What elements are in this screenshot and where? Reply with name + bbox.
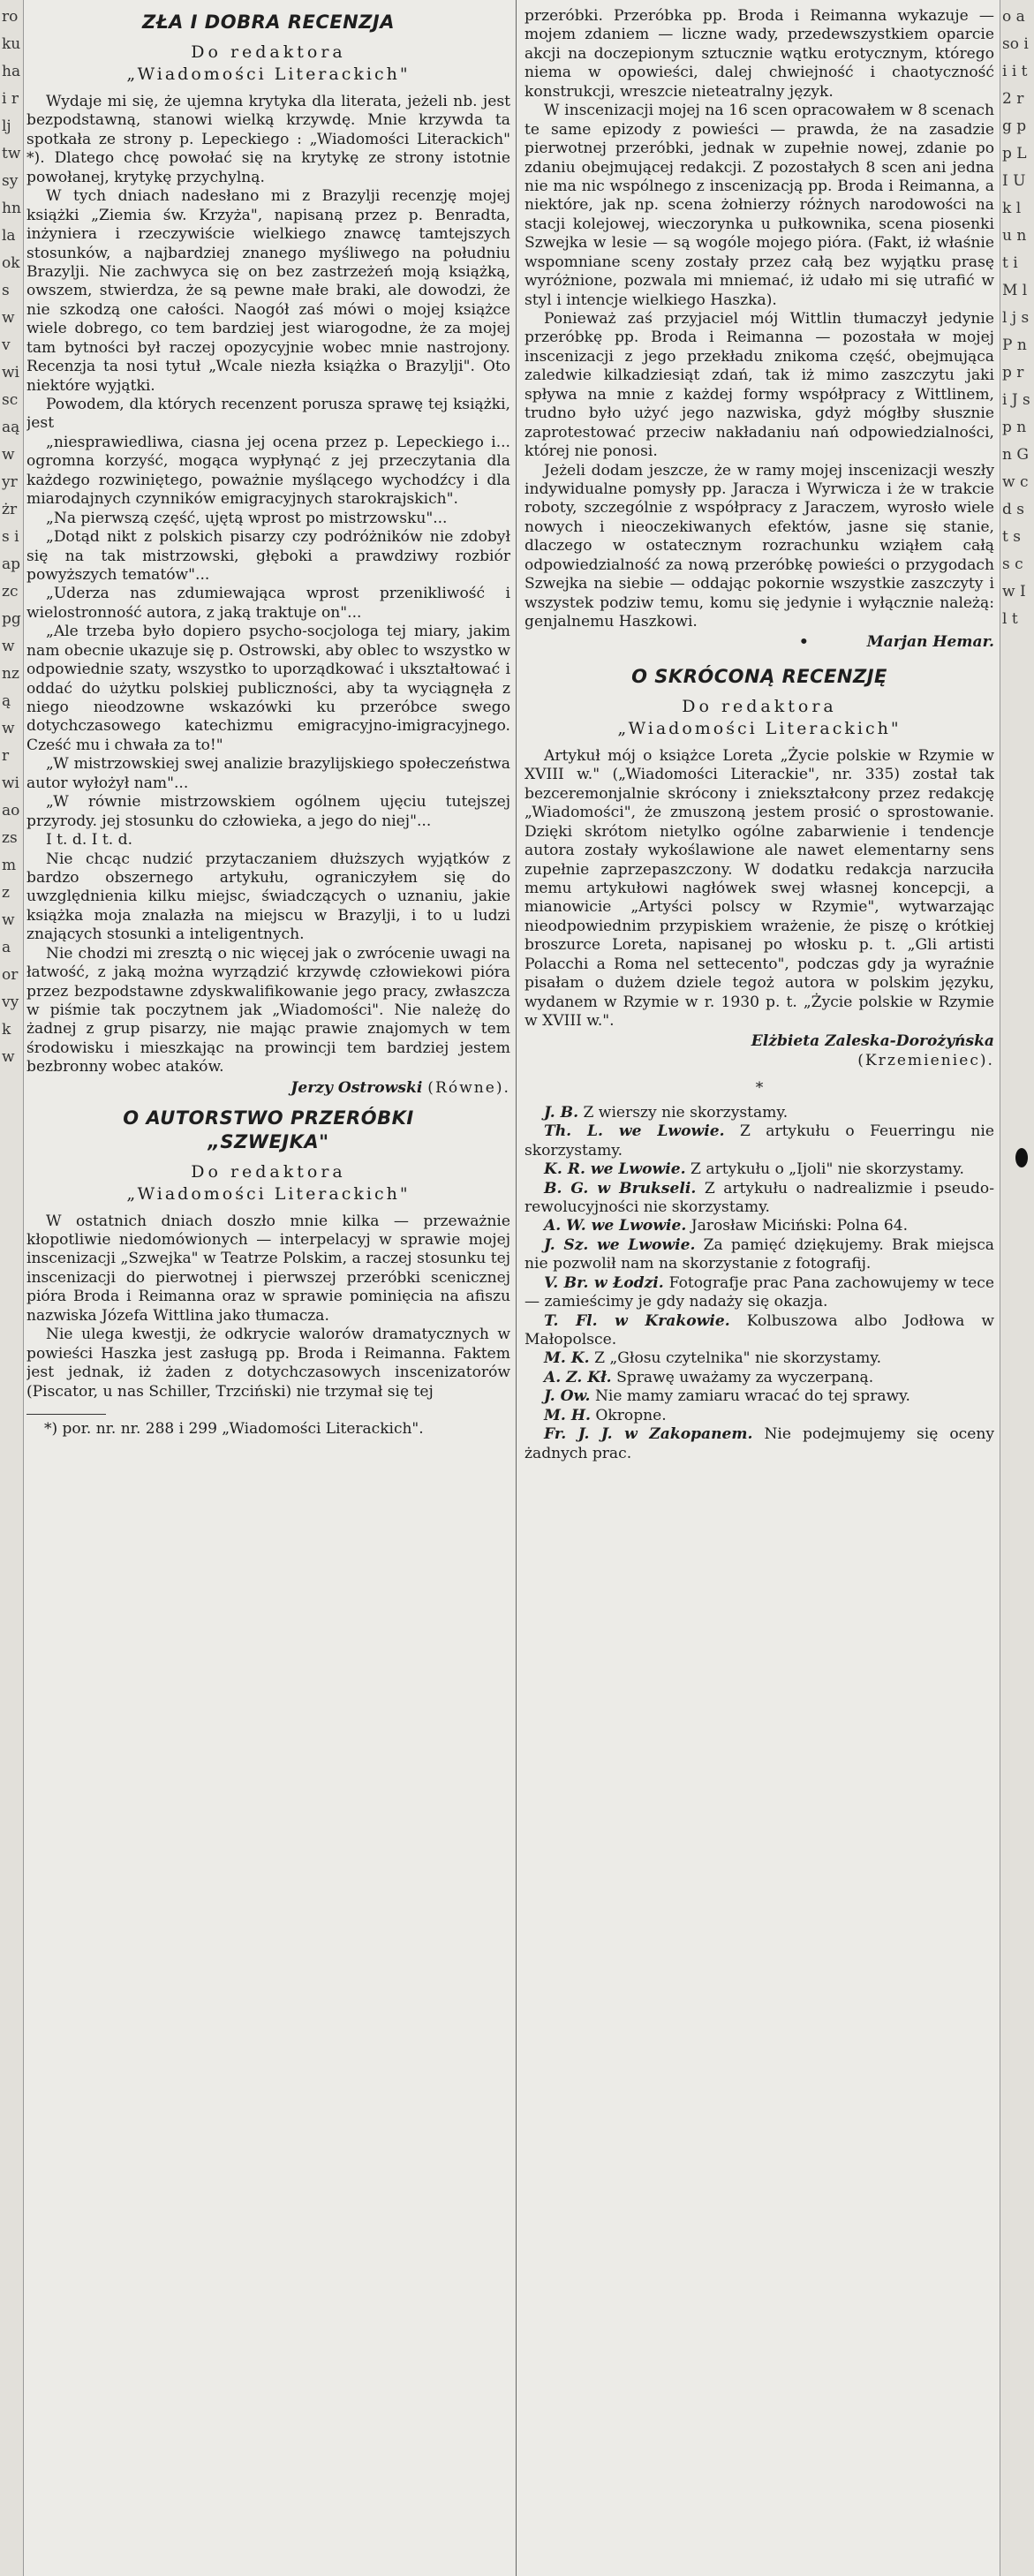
footnote: *) por. nr. nr. 288 i 299 „Wiadomości Literackich". bbox=[44, 1419, 424, 1438]
note-text: Nie podejmujemy się oceny żadnych prac. bbox=[525, 1425, 994, 1462]
paragraph: Artykuł mój o książce Loreta „Życie polskie w Rzymie w XVIII w." („Wiadomości Literackie", nr. 335) został tak bezceremonjalnie skrócony i zniekształcony przez redakcję „Wiadomości", że zmuszoną jestem prosić o sprostowanie. Dzięki skrótom nietylko ogólne zabarwienie i tendencje autora zostały wykoślawione ale nawet elementarny sens zupełnie zaprzepaszczony. W dodatku redakcja narzuciła memu artykułowi nagłówek swej własnej koncepcji, a mianowicie „Artyści polscy w Rzymie", wytwarzając nieodpowiednim przypiskiem wrażenie, że piszę o krótkiej broszurce Loreta, napisanej po włosku p. t. „Gli artisti Polacchi a Roma nel settecento", podczas gdy ja wyraźnie pisałam o dużem dziele tegoż autora w polskim języku, wydanem w Rzymie w r. 1930 p. t. „Życie polskie w Rzymie w XVIII w.". bbox=[525, 746, 994, 1031]
note-text: Sprawę uważamy za wyczerpaną. bbox=[616, 1368, 874, 1386]
article-title-szwejka: „SZWEJKA" bbox=[208, 1130, 329, 1152]
note-recipient: B. G. w Brukseli. bbox=[544, 1179, 697, 1197]
section-star: * bbox=[755, 1079, 764, 1098]
note-text: Okropne. bbox=[595, 1406, 667, 1424]
paragraph: I t. d. I t. d. bbox=[46, 831, 133, 850]
quote-paragraph: „niesprawiedliwa, ciasna jej ocena przez p. Lepeckiego i... ogromna korzyść, mogąca wypłynąć z jej przeczytania dla każdego rozwiniętego, poważnie myślącego wychodźcy i dla miarodajnych czynników emigracyjnych starokrajskich". bbox=[26, 433, 510, 509]
article-title-zla-i-dobra: ZŁA I DOBRA RECENZJA bbox=[142, 11, 395, 33]
note-text: Z wierszy nie skorzystamy. bbox=[583, 1103, 789, 1122]
note-recipient: M. H. bbox=[544, 1406, 591, 1424]
right-column bbox=[525, 7, 994, 2568]
note-item bbox=[525, 1274, 994, 1312]
addressee-line-2: „Wiadomości Literackich" bbox=[126, 1183, 411, 1204]
addressee-line-1: Do redaktora bbox=[191, 42, 346, 63]
left-margin-strip bbox=[0, 0, 24, 2576]
note-recipient: A. Z. Kł. bbox=[544, 1368, 612, 1386]
signature-name: Jerzy Ostrowski bbox=[291, 1078, 423, 1097]
note-item bbox=[525, 1217, 994, 1235]
right-margin-fragments: o aso i i i t 2 r g p p L I U k l u n t i M l l j s P n p r i J s p n n G w c d s t s s c w I l t bbox=[1002, 8, 1030, 628]
note-recipient: A. W. we Lwowie. bbox=[544, 1217, 687, 1235]
note-text: Fotografje prac Pana zachowujemy w tece — zamieścimy je gdy nadaży się okazja. bbox=[525, 1273, 994, 1311]
left-margin-fragments: ro kuhai rlj twsyhnlaokswvwiscaąwyrżrs i ap zcpgwnząwrwiaozsmzwa orvyk w bbox=[2, 8, 21, 1066]
note-item bbox=[525, 1407, 994, 1425]
note-item bbox=[525, 1369, 994, 1387]
left-column bbox=[26, 7, 510, 2568]
paragraph: Nie ulega kwestji, że odkrycie walorów dramatycznych w powieści Haszka jest zasługą pp. Broda i Reimanna. Faktem jest jednak, iż żaden z dotychczasowych inscenizatorów (Piscator, u nas Schiller, Trzciński) nie trzymał się tej bbox=[26, 1326, 510, 1401]
paragraph: Nie chcąc nudzić przytaczaniem dłuższych wyjątków z bardzo obszernego artykułu, ograniczyłem się do uwzględnienia kilku miejsc, świadczących o uznaniu, jakie książka moja znalazła na miejscu w Brazylji, i to u ludzi znających stosunki a inteligentnych. bbox=[26, 850, 510, 944]
note-text: Z artykułu o Feuerringu nie skorzystamy. bbox=[525, 1122, 994, 1160]
addressee-line-1: Do redaktora bbox=[682, 697, 837, 717]
paragraph: Powodem, dla których recenzent porusza sprawę tej książki, jest bbox=[26, 396, 510, 433]
addressee-line-1: Do redaktora bbox=[191, 1161, 346, 1182]
note-item bbox=[525, 1160, 994, 1179]
column-divider bbox=[516, 0, 517, 2576]
note-text: Z artykułu o „Ijoli" nie skorzystamy. bbox=[691, 1160, 964, 1179]
signature bbox=[26, 1079, 510, 1098]
note-item bbox=[525, 1104, 994, 1122]
quote-paragraph: „Ale trzeba było dopiero psycho-socjologa tej miary, jakim nam obecnie ukazuje się p. Ostrowski, aby oblec to wszystko w odpowiednie szaty, wszystko to uporządkować i ukształtować i oddać do użytku polskiej publiczności, aby ta wyciągnęła z niego nieodzowne wskazówki ku przeróbce swego dotychczasowego katechizmu emigracyjno-imigracyjnego. Cześć mu i chwała za to!" bbox=[26, 623, 510, 754]
note-text: Nie mamy zamiaru wracać do tej sprawy. bbox=[594, 1387, 910, 1406]
signature-city: (Krzemieniec). bbox=[857, 1051, 994, 1069]
note-recipient: T. Fl. w Krakowie. bbox=[544, 1311, 730, 1330]
paragraph: W inscenizacji mojej na 16 scen opracowałem w 8 scenach te same epizody z powieści — prawda, że na zasadzie pierwotnej przeróbki, jednak w zupełnie nowej, zdanie po zdaniu obejmującej redakcji. Z pozostałych 8 scen ani jedna nie ma nic wspólnego z inscenizacją pp. Broda i Reimanna, a niektóre, jak np. scena żołnierzy różnych narodowości na stacji kolejowej, wieczorynka u pułkownika, scena piosenki Szwejka w lesie — są wogóle mojego pióra. (Fakt, iż właśnie wspomniane sceny zostały przez całą bez wyjątku prasę wyróżnione, pozwala mi mniemać, iż udało mi się utrafić w styl i intencje wielkiego Haszka). bbox=[525, 102, 994, 309]
signature-name: Elżbieta Zaleska-Dorożyńska bbox=[751, 1032, 994, 1051]
ink-blot bbox=[1015, 1148, 1028, 1167]
correspondence-notes bbox=[525, 1104, 994, 1463]
note-item bbox=[525, 1425, 994, 1463]
note-item bbox=[525, 1312, 994, 1350]
note-recipient: K. R. we Lwowie. bbox=[544, 1160, 686, 1179]
footnote-rule bbox=[26, 1414, 106, 1415]
note-text: Za pamięć dziękujemy. Brak miejsca nie pozwolił nam na skorzystanie z fotografij. bbox=[525, 1235, 994, 1273]
paragraph: Jeżeli dodam jeszcze, że w ramy mojej inscenizacji weszły indywidualne pomysły pp. Jaracza i Wyrwicza i że w trakcie roboty, szczególnie z współpracy z Jaraczem, wyrosło wiele nowych i nieoczekiwanych efektów, jasne się stanie, dlaczego w ostatecznym rozrachunku wziąłem całą odpowiedzialność za nową przeróbkę powieści o przygodach Szwejka na siebie — oddając pokornie wszystkie zaszczyty i wszystek podziw temu, komu się jedynie i wyłącznie należą: genjalnemu Haszkowi. bbox=[525, 461, 994, 631]
note-item bbox=[525, 1180, 994, 1218]
signature bbox=[525, 1032, 994, 1070]
paragraph: Ponieważ zaś przyjaciel mój Wittlin tłumaczył jedynie przeróbkę pp. Broda i Reimanna — pozostała w mojej inscenizacji z jego przekładu znikoma część, obejmująca zaledwie kilkadziesiąt zdań, tak iż mimo zaszczytu jaki spływa na mnie z każdej formy współpracy z Wittlinem, trudno było użyć jego nazwiska, gdyż mógłby słusznie zaprotestować przeciw nakładaniu nań odpowiedzialności, której nie ponosi. bbox=[525, 310, 994, 461]
note-item bbox=[525, 1122, 994, 1160]
note-text: Z artykułu o nadrealizmie i pseudo-rewolucyjności nie skorzystamy. bbox=[525, 1179, 994, 1216]
quote-paragraph: „W równie mistrzowskiem ogólnem ujęciu tutejszej przyrody. jej stosunku do człowieka, a jego do niej"... bbox=[26, 793, 510, 830]
note-recipient: V. Br. w Łodzi. bbox=[544, 1273, 664, 1292]
paragraph: Wydaje mi się, że ujemna krytyka dla literata, jeżeli nb. jest bezpodstawną, stanowi wielką krzywdę. Mnie krzywda ta spotkała ze strony p. Lepeckiego : „Wiadomości Literackich" *). Dlatego chcę powołać się na krytykę ze strony istotnie powołanej, krytykę przychylną. bbox=[26, 93, 510, 186]
note-item bbox=[525, 1387, 994, 1406]
paragraph: W tych dniach nadesłano mi z Brazylji recenzję mojej książki „Ziemia św. Krzyża", napisaną przez p. Benradta, inżyniera i rzeczywiście wielkiego znawcę tamtejszych stosunków, a najbardziej znanego myśliwego na południu Brazylji. Nie zachwyca się on bez zastrzeżeń moją książką, owszem, stwierdza, że są pewne małe braki, ale dowodzi, że nie szkodzą one całości. Naogół zaś mówi o mojej książce wiele dobrego, co tem bardziej jest wiarogodne, że za mojej tam bytności był raczej opozycyjnie wobec mnie nastrojony. Recenzja ta nosi tytuł „Wcale niezła książka o Brazylji". Oto niektóre wyjątki. bbox=[26, 187, 510, 395]
note-recipient: Th. L. we Lwowie. bbox=[544, 1122, 725, 1141]
signature-name: Marjan Hemar. bbox=[866, 633, 994, 652]
addressee-line-2: „Wiadomości Literackich" bbox=[126, 64, 411, 85]
note-recipient: J. Ow. bbox=[544, 1387, 591, 1406]
signature-bullet: • bbox=[798, 633, 809, 652]
note-text: Kolbuszowa albo Jodłowa w Małopolsce. bbox=[525, 1311, 994, 1349]
article-title-o-autorstwo: O AUTORSTWO PRZERÓBKI bbox=[123, 1107, 414, 1129]
quote-paragraph: „W mistrzowskiej swej analizie brazylijskiego społeczeństwa autor wyłożył nam"... bbox=[26, 755, 510, 792]
note-recipient: M. K. bbox=[544, 1349, 590, 1368]
paragraph: W ostatnich dniach doszło mnie kilka — przeważnie kłopotliwie niedomówionych — interpelacyj w sprawie mojej inscenizacji „Szwejka" w Teatrze Polskim, a raczej stosunku tej inscenizacji do pierwotnej i pierwszej przeróbki scenicznej pióra Broda i Reimanna oraz w sprawie pominięcia na afiszu nazwiska Józefa Wittlina jako tłumacza. bbox=[26, 1212, 510, 1325]
note-text: Jarosław Miciński: Polna 64. bbox=[691, 1217, 909, 1235]
signature bbox=[525, 633, 994, 652]
note-item bbox=[525, 1349, 994, 1368]
note-recipient: J. Sz. we Lwowie. bbox=[544, 1235, 696, 1254]
paragraph: przeróbki. Przeróbka pp. Broda i Reimanna wykazuje — mojem zdaniem — liczne wady, przedewszystkiem oparcie akcji na doczepionym sztucznie wątku erotycznym, którego niema w opowieści, dalej chwiejność i chaotyczność konstrukcji, wreszcie nieteatralny język. bbox=[525, 7, 994, 101]
quote-paragraph: „Dotąd nikt z polskich pisarzy czy podróżników nie zdobył się na tak mistrzowski, głęboki a prawdziwy rozbiór powyższych tematów"... bbox=[26, 528, 510, 584]
addressee-line-2: „Wiadomości Literackich" bbox=[617, 719, 902, 739]
quote-paragraph: „Na pierwszą część, ujętą wprost po mistrzowsku"... bbox=[46, 509, 448, 527]
right-margin-strip bbox=[1000, 0, 1034, 2576]
note-text: Z „Głosu czytelnika" nie skorzystamy. bbox=[594, 1349, 882, 1368]
article-title-o-skrocona: O SKRÓCONĄ RECENZJĘ bbox=[631, 665, 887, 687]
note-item bbox=[525, 1236, 994, 1274]
quote-paragraph: „Uderza nas zdumiewająca wprost przenikliwość i wielostronność autora, z jaką traktuje on"... bbox=[26, 585, 510, 622]
note-recipient: J. B. bbox=[544, 1103, 579, 1122]
paragraph: Nie chodzi mi zresztą o nic więcej jak o zwrócenie uwagi na łatwość, z jaką można wyrządzić krzywdę człowiekowi pióra przez bezpodstawne zdyskwalifikowanie jego pracy, zwłaszcza w piśmie tak poczytnem jak „Wiadomości". Nie należę do żadnej z grup pisarzy, nie mając prawie znajomych w tem środowisku i mieszkając na prowincji tem bardziej jestem bezbronny wobec ataków. bbox=[26, 944, 510, 1076]
signature-city: (Równe). bbox=[427, 1078, 510, 1097]
note-recipient: Fr. J. J. w Zakopanem. bbox=[544, 1425, 753, 1444]
